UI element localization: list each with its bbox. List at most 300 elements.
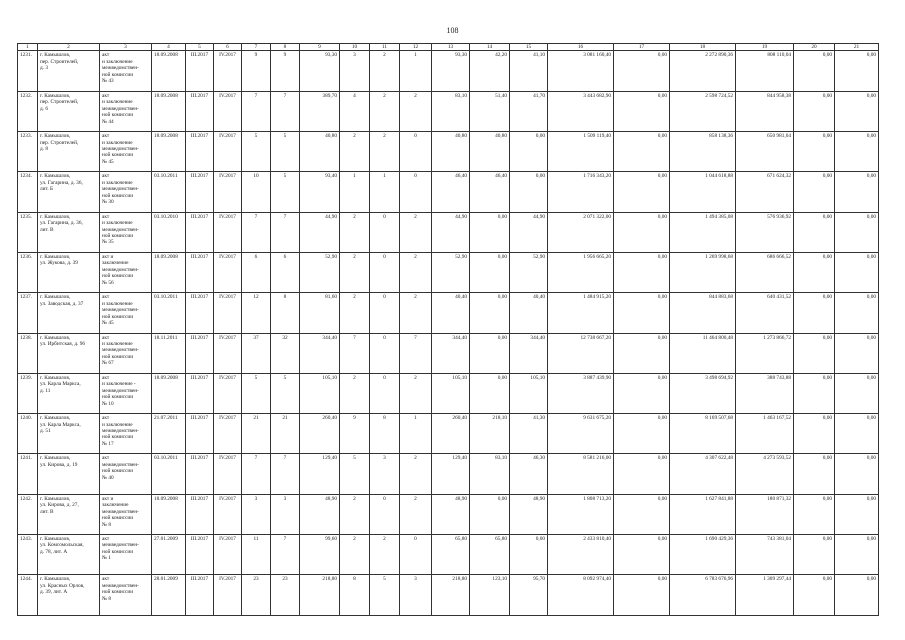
table-cell: 105,10 (432, 373, 470, 413)
table-cell: III.2017 (186, 293, 214, 333)
table-cell: 0,00 (614, 91, 670, 131)
table-cell: 0,00 (614, 132, 670, 172)
table-cell: 808 110,04 (736, 51, 794, 91)
table-cell: 21.07.2011 (152, 414, 186, 454)
table-cell: 6 (271, 252, 300, 292)
table-cell: 3 498 694,92 (670, 373, 736, 413)
table-cell: акт и заключение межведомствен- ной комиссии № 44 (100, 91, 152, 131)
table-cell: 0,00 (614, 293, 670, 333)
table-cell: 5 (271, 132, 300, 172)
column-header: 9 (300, 44, 340, 51)
table-cell: 12 738 667,20 (548, 333, 614, 373)
table-cell: 743 381,04 (736, 535, 794, 575)
table-cell: 0,00 (470, 333, 510, 373)
table-cell: 640 431,52 (736, 293, 794, 333)
table-cell: 3 (400, 575, 432, 615)
table-cell: IV.2017 (214, 172, 242, 212)
table-cell: 105,10 (300, 373, 340, 413)
table-cell: 0,00 (794, 575, 835, 615)
table-cell: 0 (400, 132, 432, 172)
table-cell: 0,00 (835, 494, 879, 534)
table-cell: 2 071 322,00 (548, 212, 614, 252)
table-cell: 3 (370, 454, 400, 494)
table-cell: III.2017 (186, 252, 214, 292)
table-cell: 0,00 (614, 252, 670, 292)
table-cell: III.2017 (186, 535, 214, 575)
table-cell: 0,00 (614, 414, 670, 454)
table-cell: 7 (400, 333, 432, 373)
table-cell: 9 (340, 414, 370, 454)
table-cell: 40,80 (470, 132, 510, 172)
table-cell: 48,90 (432, 494, 470, 534)
table-cell: 65,80 (470, 535, 510, 575)
table-cell: 1241. (18, 454, 38, 494)
table-cell: 0,00 (794, 51, 835, 91)
table-cell: 1 627 841,88 (670, 494, 736, 534)
table-cell: 0,00 (614, 373, 670, 413)
table-cell: 7 (242, 91, 271, 131)
table-cell: акт и заключение межведомствен- ной комиссии № 8 (100, 494, 152, 534)
table-cell: 0,00 (794, 333, 835, 373)
table-cell: 0,00 (794, 293, 835, 333)
table-cell: акт и заключение межведомствен- ной комиссии № 45 (100, 293, 152, 333)
column-header: 16 (548, 44, 614, 51)
table-cell: 7 (271, 91, 300, 131)
table-cell: IV.2017 (214, 212, 242, 252)
table-cell: III.2017 (186, 333, 214, 373)
table-row (18, 252, 879, 292)
table-cell: 93,30 (300, 51, 340, 91)
column-header: 20 (794, 44, 835, 51)
table-cell: 2 272 890,36 (670, 51, 736, 91)
table-cell: 3 081 160,40 (548, 51, 614, 91)
table-cell: 2 (400, 293, 432, 333)
table-cell: 81,60 (300, 293, 340, 333)
table-cell: 40,80 (300, 132, 340, 172)
table-cell: 3 (242, 494, 271, 534)
table-cell: 0,00 (835, 252, 879, 292)
table-cell: 03.10.2010 (152, 212, 186, 252)
table-cell: 41,30 (510, 414, 548, 454)
table-cell: 650 981,04 (736, 132, 794, 172)
table-cell: IV.2017 (214, 293, 242, 333)
table-cell: 41,10 (510, 51, 548, 91)
table-cell: 4 273 593,52 (736, 454, 794, 494)
table-cell: 1 509 119,40 (548, 132, 614, 172)
table-cell: 0,00 (614, 535, 670, 575)
table-cell: 1 (340, 172, 370, 212)
table-row (18, 333, 879, 373)
table-cell: 1 (400, 51, 432, 91)
table-cell: 2 (370, 132, 400, 172)
column-header: 21 (835, 44, 879, 51)
table-cell: 1 484 915,20 (548, 293, 614, 333)
table-cell: 9 (271, 51, 300, 91)
table-cell: 2 (340, 252, 370, 292)
column-header: 7 (242, 44, 271, 51)
column-header: 14 (470, 44, 510, 51)
table-cell: 0,00 (835, 535, 879, 575)
table-cell: 0,00 (470, 373, 510, 413)
table-cell: 3 443 682,90 (548, 91, 614, 131)
table-row (18, 454, 879, 494)
table-cell: 1 309 297,44 (736, 575, 794, 615)
table-cell: 0,00 (835, 212, 879, 252)
table-cell: 686 666,52 (736, 252, 794, 292)
table-cell: 2 (370, 535, 400, 575)
table-cell: акт и заключение межведомствен- ной комиссии № 56 (100, 252, 152, 292)
table-cell: 6 (242, 252, 271, 292)
table-cell: 0 (370, 252, 400, 292)
table-cell: 0,00 (470, 293, 510, 333)
table-cell: 03.10.2011 (152, 454, 186, 494)
table-cell: IV.2017 (214, 132, 242, 172)
column-header: 8 (271, 44, 300, 51)
table-cell: 123,10 (470, 575, 510, 615)
table-cell: 11 464 800,48 (670, 333, 736, 373)
table-cell: 2 (340, 132, 370, 172)
table-cell: 218,80 (300, 575, 340, 615)
housing-register-table (17, 43, 879, 616)
table-cell: 37 (242, 333, 271, 373)
table-cell: 1233. (18, 132, 38, 172)
table-cell: 218,80 (432, 575, 470, 615)
table-cell: 1 463 167,52 (736, 414, 794, 454)
table-row (18, 373, 879, 413)
table-cell: г. Камышлов, ул. Кирова, д. 27, лит. В (38, 494, 100, 534)
table-cell: 1 716 343,20 (548, 172, 614, 212)
table-cell: акт межведомствен- ной комиссии № 40 (100, 454, 152, 494)
table-cell: 27.01.2009 (152, 535, 186, 575)
table-cell: III.2017 (186, 494, 214, 534)
table-cell: г. Камышлов, пер. Строителей, д. 3 (38, 51, 100, 91)
table-cell: 1 044 618,88 (670, 172, 736, 212)
column-header: 3 (100, 44, 152, 51)
table-cell: 46,40 (470, 172, 510, 212)
table-cell: 2 598 724,52 (670, 91, 736, 131)
table-cell: 0,00 (835, 414, 879, 454)
table-cell: 2 (400, 212, 432, 252)
table-cell: 0,00 (510, 172, 548, 212)
table-cell: 0,00 (794, 252, 835, 292)
table-cell: г. Камышлов, ул. Комсомольская, д. 78, лит. А (38, 535, 100, 575)
table-cell: 4 307 622,48 (670, 454, 736, 494)
table-cell: 0,00 (794, 132, 835, 172)
table-cell: III.2017 (186, 51, 214, 91)
column-header: 1 (18, 44, 38, 51)
table-cell: IV.2017 (214, 454, 242, 494)
table-cell: 1 269 998,68 (670, 252, 736, 292)
table-cell: III.2017 (186, 373, 214, 413)
table-cell: IV.2017 (214, 373, 242, 413)
table-row (18, 575, 879, 615)
table-cell: 0,00 (794, 494, 835, 534)
column-header: 5 (186, 44, 214, 51)
table-cell: 4 (340, 91, 370, 131)
table-cell: 0,00 (794, 91, 835, 131)
table-cell: 0,00 (794, 172, 835, 212)
table-cell: 0,00 (835, 293, 879, 333)
table-cell: 40,80 (432, 132, 470, 172)
table-cell: 1239. (18, 373, 38, 413)
table-cell: 18.09.2008 (152, 91, 186, 131)
table-cell: 0,00 (614, 172, 670, 212)
table-cell: г. Камышлов, ул. Гагарина, д. 36, лит. Б (38, 172, 100, 212)
column-header: 15 (510, 44, 548, 51)
table-cell: 129,40 (432, 454, 470, 494)
table-cell: 0,00 (510, 535, 548, 575)
table-cell: 2 (400, 494, 432, 534)
table-cell: 8 092 974,40 (548, 575, 614, 615)
table-cell: 83,10 (432, 91, 470, 131)
table-cell: 7 (340, 333, 370, 373)
table-cell: 344,40 (300, 333, 340, 373)
table-cell: 5 (271, 172, 300, 212)
table-cell: 1 (370, 172, 400, 212)
table-cell: 1 (400, 414, 432, 454)
table-cell: 0 (400, 172, 432, 212)
column-header: 4 (152, 44, 186, 51)
table-cell: 0,00 (835, 51, 879, 91)
table-cell: 41,70 (510, 91, 548, 131)
table-cell: 1237. (18, 293, 38, 333)
table-cell: г. Камышлов, ул. Жукова, д. 39 (38, 252, 100, 292)
table-cell: 5 (370, 575, 400, 615)
table-cell: 0,00 (510, 132, 548, 172)
table-cell: 1 808 713,20 (548, 494, 614, 534)
table-cell: 1 690 429,36 (670, 535, 736, 575)
table-cell: IV.2017 (214, 575, 242, 615)
table-cell: 0,00 (794, 373, 835, 413)
table-cell: 2 (400, 91, 432, 131)
table-cell: 388 743,88 (736, 373, 794, 413)
table-cell: 1 494 385,08 (670, 212, 736, 252)
table-cell: 0,00 (614, 333, 670, 373)
table-cell: 18.09.2008 (152, 373, 186, 413)
table-cell: 10 (242, 172, 271, 212)
table-cell: 28.01.2009 (152, 575, 186, 615)
table-cell: г. Камышлов, ул. Кирова, д. 19 (38, 454, 100, 494)
table-cell: г. Камышлов, ул. Карла Маркса, д. 11 (38, 373, 100, 413)
table-cell: 52,90 (300, 252, 340, 292)
table-cell: 32 (271, 333, 300, 373)
table-cell: 1231. (18, 51, 38, 91)
table-cell: 344,40 (510, 333, 548, 373)
table-cell: акт и заключение межведомствен- ной комиссии № 67 (100, 333, 152, 373)
table-cell: IV.2017 (214, 494, 242, 534)
column-header: 6 (214, 44, 242, 51)
table-cell: 8 (271, 293, 300, 333)
table-cell: 2 (340, 535, 370, 575)
table-cell: 8 (370, 414, 400, 454)
table-cell: 1243. (18, 535, 38, 575)
table-cell: акт и заключение межведомствен- ной комиссии № 17 (100, 414, 152, 454)
table-row (18, 293, 879, 333)
table-cell: 218,10 (470, 414, 510, 454)
table-cell: акт и заключение межведомствен- ной комиссии № 45 (100, 132, 152, 172)
table-cell: 389,70 (300, 91, 340, 131)
table-cell: 5 (242, 132, 271, 172)
table-cell: III.2017 (186, 132, 214, 172)
table-cell: 2 (400, 454, 432, 494)
table-cell: 1234. (18, 172, 38, 212)
page-number: 108 (446, 26, 459, 35)
table-cell: 52,90 (432, 252, 470, 292)
table-cell: 7 (242, 454, 271, 494)
table-cell: 2 (340, 494, 370, 534)
table-cell: 44,90 (432, 212, 470, 252)
table-cell: 40,40 (432, 293, 470, 333)
table-cell: 0 (370, 293, 400, 333)
table-row (18, 132, 879, 172)
table-cell: 858 138,36 (670, 132, 736, 172)
table-cell: IV.2017 (214, 252, 242, 292)
table-cell: 2 (340, 293, 370, 333)
table-cell: 1232. (18, 91, 38, 131)
table-cell: акт и заключение межведомствен- ной комиссии № 30 (100, 172, 152, 212)
table-cell: 260,40 (432, 414, 470, 454)
table-cell: 1236. (18, 252, 38, 292)
table-row (18, 91, 879, 131)
table-cell: 1235. (18, 212, 38, 252)
table-cell: 65,80 (432, 535, 470, 575)
table-cell: 5 (340, 454, 370, 494)
table-cell: 18.09.2008 (152, 252, 186, 292)
table-cell: 5 (242, 373, 271, 413)
table-cell: 2 (340, 373, 370, 413)
table-cell: 1242. (18, 494, 38, 534)
table-cell: 23 (271, 575, 300, 615)
table-cell: 0,00 (614, 51, 670, 91)
table-cell: акт межведомствен- ной комиссии № 1 (100, 535, 152, 575)
table-cell: 1 273 866,72 (736, 333, 794, 373)
table-cell: 95,70 (510, 575, 548, 615)
table-cell: г. Камышлов, ул. Гагарина, д. 36, лит. В (38, 212, 100, 252)
table-cell: 2 (340, 212, 370, 252)
table-cell: 0 (370, 494, 400, 534)
table-cell: 18.09.2008 (152, 132, 186, 172)
table-cell: 0,00 (835, 172, 879, 212)
table-cell: 0,00 (835, 333, 879, 373)
table-cell: IV.2017 (214, 91, 242, 131)
table-cell: 48,90 (510, 494, 548, 534)
table-cell: 7 (271, 454, 300, 494)
table-cell: 2 433 810,40 (548, 535, 614, 575)
table-cell: III.2017 (186, 212, 214, 252)
table-cell: г. Камышлов, ул. Ирбитская, д. 96 (38, 333, 100, 373)
table-cell: 46,40 (432, 172, 470, 212)
table-row (18, 51, 879, 91)
table-cell: 8 (340, 575, 370, 615)
table-cell: IV.2017 (214, 414, 242, 454)
table-cell: 1240. (18, 414, 38, 454)
column-header: 11 (370, 44, 400, 51)
table-cell: 0 (370, 212, 400, 252)
table-cell: IV.2017 (214, 535, 242, 575)
table-cell: г. Камышлов, пер. Строителей, д. 8 (38, 132, 100, 172)
table-cell: 44,90 (510, 212, 548, 252)
column-number-header-row (18, 44, 879, 51)
table-cell: 844 883,68 (670, 293, 736, 333)
column-header: 13 (432, 44, 470, 51)
table-cell: 42,20 (470, 51, 510, 91)
table-cell: г. Камышлов, пер. Строителей, д. 6 (38, 91, 100, 131)
table-cell: 0,00 (794, 454, 835, 494)
table-cell: 1244. (18, 575, 38, 615)
column-header: 18 (670, 44, 736, 51)
table-cell: 40,40 (510, 293, 548, 333)
table-cell: 0,00 (614, 494, 670, 534)
table-cell: акт межведомствен- ной комиссии № 8 (100, 575, 152, 615)
table-cell: 83,10 (470, 454, 510, 494)
table-cell: акт и заключение межведомствен- ной комиссии № 43 (100, 51, 152, 91)
table-cell: 0,00 (835, 373, 879, 413)
table-cell: 0,00 (835, 132, 879, 172)
table-cell: 7 (271, 212, 300, 252)
table-row (18, 212, 879, 252)
table-cell: 0,00 (794, 212, 835, 252)
table-cell: 18.09.2008 (152, 494, 186, 534)
table-cell: 18.09.2008 (152, 51, 186, 91)
table-cell: 9 (242, 51, 271, 91)
table-cell: 2 (370, 51, 400, 91)
table-cell: 3 (340, 51, 370, 91)
table-cell: III.2017 (186, 172, 214, 212)
table-cell: 2 (400, 373, 432, 413)
table-cell: 0,00 (614, 454, 670, 494)
table-cell: 21 (242, 414, 271, 454)
table-cell: 1238. (18, 333, 38, 373)
table-cell: 48,90 (300, 494, 340, 534)
table-cell: г. Камышлов, ул. Заводская, д. 37 (38, 293, 100, 333)
table-cell: 0,00 (614, 212, 670, 252)
table-cell: 8 581 216,00 (548, 454, 614, 494)
table-cell: 129,40 (300, 454, 340, 494)
column-header: 10 (340, 44, 370, 51)
table-row (18, 172, 879, 212)
column-header: 19 (736, 44, 794, 51)
table-cell: 0,00 (835, 91, 879, 131)
table-cell: 8 169 507,68 (670, 414, 736, 454)
table-cell: 0 (400, 535, 432, 575)
table-cell: 7 (242, 212, 271, 252)
table-cell: 105,10 (510, 373, 548, 413)
table-cell: 52,90 (510, 252, 548, 292)
table-cell: 0,00 (470, 252, 510, 292)
table-cell: III.2017 (186, 575, 214, 615)
table-cell: 46,30 (510, 454, 548, 494)
table-cell: 0 (370, 373, 400, 413)
table-cell: 0 (370, 333, 400, 373)
table-cell: 6 783 676,96 (670, 575, 736, 615)
table-cell: 9 631 675,20 (548, 414, 614, 454)
table-cell: 0,00 (794, 414, 835, 454)
table-cell: 3 887 439,90 (548, 373, 614, 413)
table-cell: III.2017 (186, 414, 214, 454)
table-cell: 5 (271, 373, 300, 413)
table-cell: 2 (400, 252, 432, 292)
table-cell: 2 (370, 91, 400, 131)
table-cell: 21 (271, 414, 300, 454)
table-row (18, 414, 879, 454)
table-cell: акт и заключение межведомствен- ной комиссии № 35 (100, 212, 152, 252)
table-cell: 12 (242, 293, 271, 333)
table-cell: 576 936,92 (736, 212, 794, 252)
table-cell: 93,40 (300, 172, 340, 212)
table-cell: 260,40 (300, 414, 340, 454)
table-row (18, 535, 879, 575)
table-cell: III.2017 (186, 454, 214, 494)
